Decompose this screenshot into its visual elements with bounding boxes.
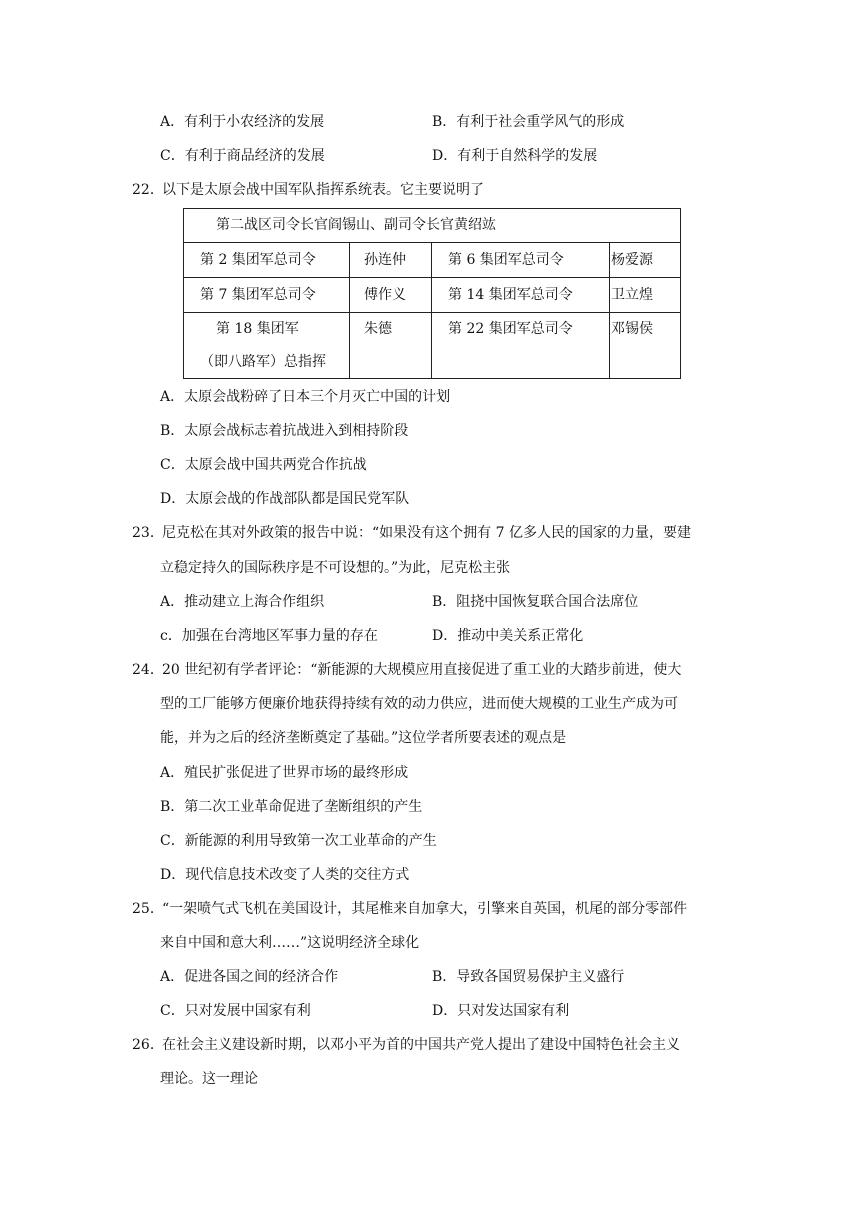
q23-stem-line2: 立稳定持久的国际秩序是不可设想的。”为此，尼克松主张 bbox=[160, 560, 511, 576]
table-cell: （即八路军）总指挥 bbox=[200, 354, 326, 370]
q24-option-d: D．现代信息技术改变了人类的交往方式 bbox=[160, 867, 410, 883]
table-cell: 孙连仲 bbox=[364, 252, 406, 268]
table-row-divider bbox=[184, 242, 680, 243]
table-row-divider bbox=[184, 277, 680, 278]
q23-option-a: A．推动建立上海合作组织 bbox=[160, 594, 325, 610]
q25-option-a: A．促进各国之间的经济合作 bbox=[160, 969, 339, 985]
table-cell: 第 2 集团军总司令 bbox=[200, 252, 316, 268]
q22-option-c: C．太原会战中国共两党合作抗战 bbox=[160, 457, 367, 473]
command-system-table bbox=[183, 208, 681, 379]
q25-stem-line2: 来自中国和意大利……”这说明经济全球化 bbox=[160, 935, 420, 951]
table-col-divider bbox=[609, 242, 610, 378]
q25-number: 25． bbox=[132, 901, 164, 917]
table-cell: 第 14 集团军总司令 bbox=[448, 287, 573, 303]
q24-option-b: B．第二次工业革命促进了垄断组织的产生 bbox=[160, 799, 423, 815]
q25-option-d: D．只对发达国家有利 bbox=[432, 1003, 570, 1019]
q26-number: 26． bbox=[132, 1037, 164, 1053]
q24-option-a: A．殖民扩张促进了世界市场的最终形成 bbox=[160, 765, 409, 781]
table-cell: 第 7 集团军总司令 bbox=[200, 287, 316, 303]
table-col-divider bbox=[349, 242, 350, 378]
table-header: 第二战区司令长官阎锡山、副司令长官黄绍竑 bbox=[216, 217, 496, 233]
q25-option-b: B．导致各国贸易保护主义盛行 bbox=[432, 969, 625, 985]
q21-option-d: D．有利于自然科学的发展 bbox=[432, 148, 598, 164]
q21-option-c: C．有利于商品经济的发展 bbox=[160, 148, 325, 164]
q21-option-a: A．有利于小农经济的发展 bbox=[160, 114, 325, 130]
table-cell: 第 22 集团军总司令 bbox=[448, 321, 573, 337]
q22-stem: 以下是太原会战中国军队指挥系统表。它主要说明了 bbox=[162, 182, 484, 198]
q22-option-a: A．太原会战粉碎了日本三个月灭亡中国的计划 bbox=[160, 389, 451, 405]
q22-option-d: D．太原会战的作战部队都是国民党军队 bbox=[160, 491, 410, 507]
q22-number: 22． bbox=[132, 182, 164, 198]
q23-stem-line1: 尼克松在其对外政策的报告中说：“如果没有这个拥有 7 亿多人民的国家的力量，要建 bbox=[162, 525, 691, 541]
table-cell: 朱德 bbox=[364, 321, 392, 337]
q23-number: 23． bbox=[132, 525, 164, 541]
table-cell: 杨爱源 bbox=[611, 252, 653, 268]
q24-number: 24． bbox=[132, 662, 164, 678]
q26-stem-line2: 理论。这一理论 bbox=[160, 1071, 258, 1087]
q24-option-c: C．新能源的利用导致第一次工业革命的产生 bbox=[160, 833, 437, 849]
q24-stem-line1: 20 世纪初有学者评论：“新能源的大规模应用直接促进了重工业的大踏步前进，使大 bbox=[162, 662, 682, 678]
table-cell: 傅作义 bbox=[364, 287, 406, 303]
q22-option-b: B．太原会战标志着抗战进入到相持阶段 bbox=[160, 423, 409, 439]
q26-stem-line1: 在社会主义建设新时期，以邓小平为首的中国共产党人提出了建设中国特色社会主义 bbox=[162, 1037, 680, 1053]
q24-stem-line2: 型的工厂能够方便廉价地获得持续有效的动力供应，进而使大规模的工业生产成为可 bbox=[160, 696, 678, 712]
table-row-divider bbox=[184, 312, 680, 313]
q23-option-c: c．加强在台湾地区军事力量的存在 bbox=[160, 628, 378, 644]
table-cell: 第 6 集团军总司令 bbox=[448, 252, 564, 268]
q21-option-b: B．有利于社会重学风气的形成 bbox=[432, 114, 625, 130]
q23-option-b: B．阻挠中国恢复联合国合法席位 bbox=[432, 594, 639, 610]
q23-option-d: D．推动中美关系正常化 bbox=[432, 628, 584, 644]
q24-stem-line3: 能，并为之后的经济垄断奠定了基础。”这位学者所要表述的观点是 bbox=[160, 730, 567, 746]
q25-option-c: C．只对发展中国家有利 bbox=[160, 1003, 311, 1019]
q25-stem-line1: “一架喷气式飞机在美国设计，其尾椎来自加拿大，引擎来自英国，机尾的部分零部件 bbox=[162, 901, 688, 917]
table-col-divider bbox=[431, 242, 432, 378]
table-cell: 卫立煌 bbox=[611, 287, 653, 303]
table-cell: 邓锡侯 bbox=[611, 321, 653, 337]
table-cell: 第 18 集团军 bbox=[216, 321, 299, 337]
